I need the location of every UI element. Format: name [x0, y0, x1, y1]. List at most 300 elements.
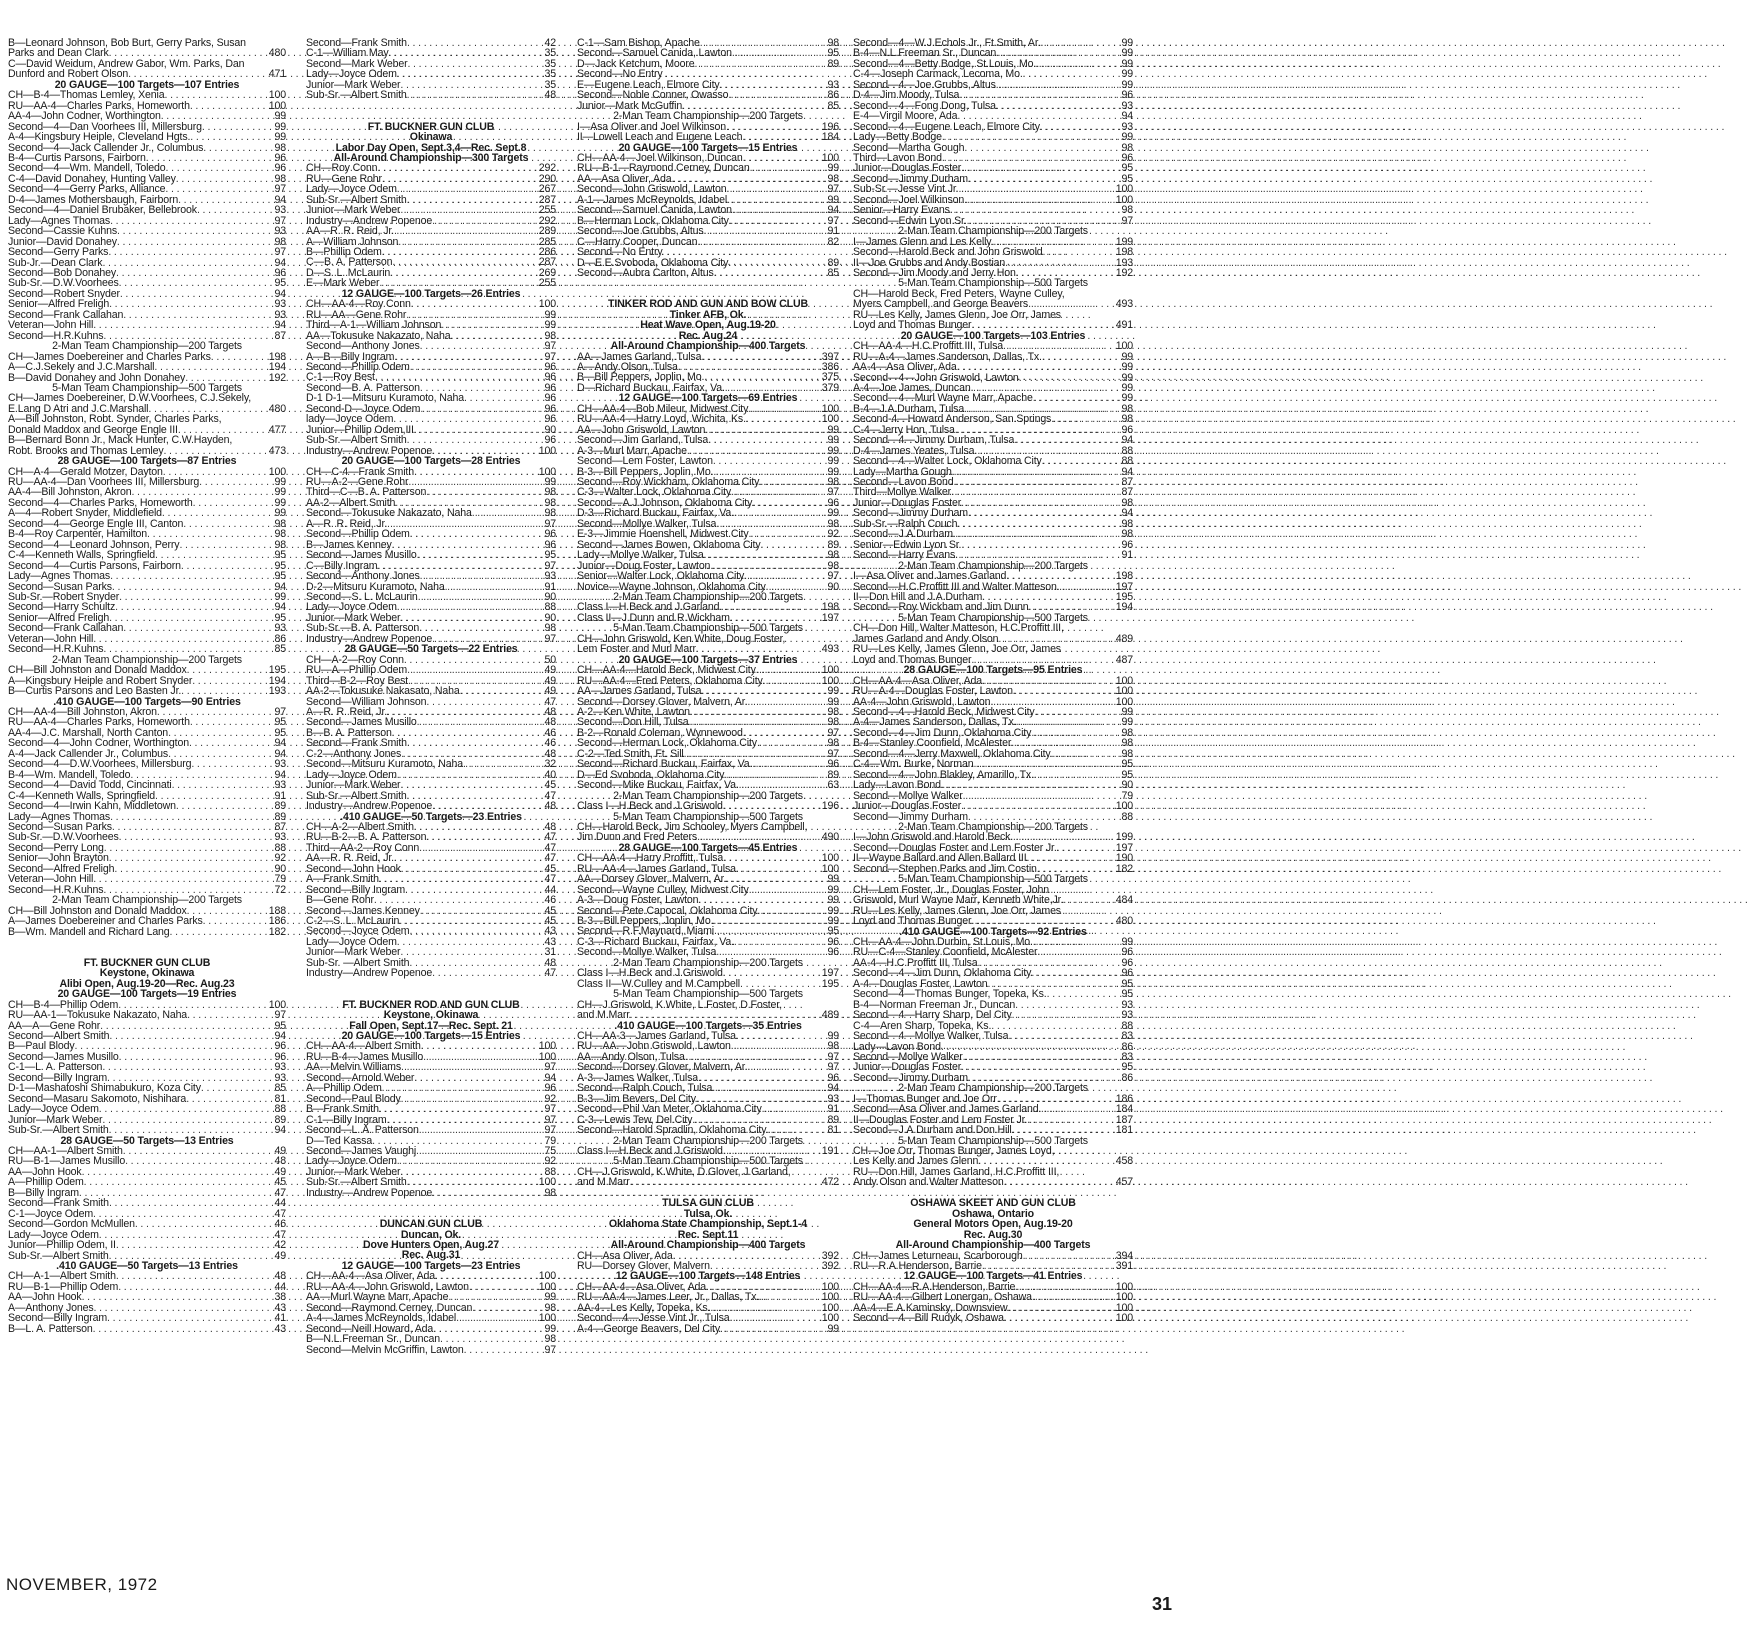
entry-name: CH—AA-4—R.A.Henderson, Barrie: [853, 1280, 1016, 1293]
result-entry: [853, 571, 1133, 581]
entry-score: 93: [1121, 1009, 1133, 1022]
entry-score: 100: [1115, 800, 1133, 813]
entry-name: E-3—Jimmie Hoenshell, Midwest City: [577, 528, 749, 541]
entry-score: 182: [1115, 862, 1133, 875]
entry-name: Sub-Sr.—Jesse Vint Jr.: [853, 183, 959, 196]
entry-name: Second—4—Curtis Parsons, Fairborn: [8, 559, 181, 572]
entry-score: 96: [544, 371, 556, 384]
entry-score: 375: [821, 371, 839, 384]
entry-name: C-1—Billy Ingram: [306, 1113, 387, 1126]
entry-score: 96: [274, 1040, 286, 1053]
entry-score: 49: [274, 1249, 286, 1262]
entry-name: Parks and Dean Clark: [8, 47, 109, 60]
entry-score: 99: [544, 308, 556, 321]
dot-leader: [170, 927, 267, 937]
section-heading: 2-Man Team Championship—200 Targets: [898, 820, 1088, 833]
entry-name: Second—4—Gerry Parks, Alliance: [8, 183, 166, 196]
entry-name: AA-4—H.C.Proffitt III, Tulsa: [853, 956, 978, 969]
entry-name: Sub-Sr.—Albert Smith: [306, 1176, 407, 1189]
result-entry: [853, 132, 1133, 142]
entry-name: D-3—Richard Buckau, Fairfax, Va.: [577, 507, 734, 520]
entry-score: 99: [1121, 131, 1133, 144]
entry-score: 82: [827, 235, 839, 248]
entry-score: 98: [274, 528, 286, 541]
dot-leader: [1043, 247, 1114, 257]
entry-name: CH—AA-4—Joel Wilkinson, Duncan: [577, 151, 743, 164]
result-entry: [8, 1010, 286, 1020]
entry-name: Second—Mark Weber: [306, 57, 408, 70]
entry-score: 100: [821, 674, 839, 687]
entry-score: 480: [1115, 915, 1133, 928]
entry-name: II—Don Hill and J.A.Durham: [853, 591, 983, 604]
entry-name: Second—Harry Schultz: [8, 601, 116, 614]
spacer: [306, 101, 556, 111]
result-entry: [577, 1324, 839, 1334]
entry-score: 98: [544, 507, 556, 520]
entry-score: 93: [1121, 998, 1133, 1011]
entry-score: 95: [274, 549, 286, 562]
entry-name: CH—Asa Oliver, Ada: [577, 1249, 673, 1262]
entry-score: [663, 247, 665, 257]
dot-leader: [110, 571, 272, 581]
entry-score: 98: [827, 559, 839, 572]
entry-score: 100: [821, 862, 839, 875]
entry-score: 94: [274, 256, 286, 269]
entry-score: 96: [827, 496, 839, 509]
entry-score: 292: [538, 214, 556, 227]
section-heading: Fall Open, Sept.17—Rec. Sept. 21: [349, 1019, 513, 1032]
entry-score: 94: [827, 1082, 839, 1095]
dot-leader: [460, 686, 543, 696]
entry-score: 458: [1115, 1155, 1133, 1168]
entry-score: 98: [1121, 141, 1133, 154]
entry-name: Jim Dunn and Fred Peters: [577, 831, 698, 844]
entry-name: Second—Ralph Couch, Tulsa: [577, 1082, 713, 1095]
entry-name: Second—4—Walter Lock, Oklahoma City: [853, 455, 1042, 468]
entry-score: 35: [544, 47, 556, 60]
entry-score: 91: [827, 1103, 839, 1116]
entry-name: RU—B-1—Phillip Odem: [8, 1280, 119, 1293]
entry-name: B—N.L.Freeman Sr., Duncan: [306, 1333, 441, 1346]
entry-score: 98: [1121, 402, 1133, 415]
entry-name: Industry—Andrew Popenoe: [306, 444, 433, 457]
entry-name: Lady—Joyce Odem: [306, 68, 397, 81]
entry-name: James Garland and Andy Olson: [853, 632, 999, 645]
entry-score: 397: [821, 350, 839, 363]
section-heading: 12 GAUGE—100 Targets—41 Entries: [903, 1270, 1083, 1283]
entry-name: Second—Paul Blody: [306, 1092, 401, 1105]
entry-name: Second—B. A. Patterson: [306, 381, 420, 394]
entry-score: 94: [544, 1071, 556, 1084]
result-entry: [577, 686, 839, 696]
dot-leader: [1012, 1125, 1114, 1135]
entry-name: Second—Phil Van Meter, Oklahoma City: [577, 1103, 762, 1116]
result-entry: [306, 1188, 556, 1198]
entry-name: CH—AA-4—Asa Oliver, Ada: [853, 674, 983, 687]
entry-score: 97: [274, 183, 286, 196]
dot-leader: [1063, 895, 1114, 905]
entry-name: Second—L. A. Patterson: [306, 1124, 419, 1137]
entry-name: CH—AA-4—Roy Conn: [306, 298, 411, 311]
entry-name: D—Ted Kassa: [306, 1134, 373, 1147]
entry-score: 99: [274, 476, 286, 489]
entry-name: Second—James Musillo: [306, 549, 417, 562]
entry-score: 97: [544, 1061, 556, 1074]
entry-name: A—Phillip Odem: [306, 1082, 382, 1095]
entry-score: 99: [1121, 706, 1133, 718]
entry-name: CH—AA-4—John Durbin, St.Louis, Mo.: [853, 935, 1033, 948]
section-heading: Tulsa, Ok.: [683, 1207, 733, 1220]
entry-score: 48: [544, 747, 556, 760]
entry-score: 255: [538, 204, 556, 217]
entry-name: Second—James Vaughj: [306, 1144, 417, 1157]
section-heading: 2-Man Team Championship—200 Targets: [613, 956, 803, 969]
entry-score: 95: [274, 716, 286, 729]
entry-name: A-4—George Beavers, Del City: [577, 1322, 720, 1335]
entry-name: AA—John Griswold, Lawton: [577, 423, 706, 436]
entry-score: 473: [268, 444, 286, 457]
entry-name: Second—Asa Oliver and James Garland: [853, 1103, 1039, 1116]
entry-score: 100: [538, 465, 556, 478]
entry-name: II—Lowell Leach and Eugene Leach: [577, 131, 743, 144]
entry-name: Second—4—Jack Callender Jr., Columbus: [8, 141, 204, 154]
entry-score: 99: [1121, 935, 1133, 948]
section-heading: Alibi Open, Aug.19-20—Rec. Aug.23: [59, 977, 235, 990]
section-heading: 5-Man Team Championship—500 Targets: [613, 988, 803, 1001]
entry-score: 99: [827, 695, 839, 708]
entry-score: 198: [821, 601, 839, 614]
entry-score: 98: [544, 486, 556, 499]
entry-score: 99: [274, 507, 286, 520]
entry-score: 100: [1115, 340, 1133, 353]
entry-score: 88: [274, 1103, 286, 1116]
entry-name: Second—Harry Evans: [853, 549, 956, 562]
entry-score: 100: [1115, 685, 1133, 698]
entry-score: 85: [827, 266, 839, 279]
entry-name: Junior—Phillip Odem, II: [8, 1239, 116, 1252]
entry-name: Second—Phillip Odem: [306, 528, 410, 541]
entry-name: Junior—Mark Weber: [8, 1113, 103, 1126]
entry-name: Junior—Mark McGuffin: [577, 99, 683, 112]
entry-name: Junior—Douglas Foster: [853, 800, 962, 813]
entry-name: Second—4—Jerry Maxwell, Oklahoma City: [853, 747, 1051, 760]
result-entry: [853, 247, 1133, 257]
entry-name: A—Kingsbury Heiple and Robert Snyder: [8, 674, 193, 687]
entry-name: A—4—Robert Snyder, Middlefield: [8, 507, 162, 520]
entry-name: Second—Roy Wickham, Oklahoma City: [577, 476, 760, 488]
entry-score: 99: [274, 486, 286, 499]
entry-score: 85: [827, 99, 839, 112]
entry-score: 95: [827, 47, 839, 60]
entry-score: 93: [274, 1071, 286, 1084]
entry-score: 46: [544, 894, 556, 907]
entry-score: 91: [274, 789, 286, 802]
entry-score: 97: [827, 486, 839, 499]
result-entry: [577, 268, 839, 278]
entry-score: 192: [268, 371, 286, 384]
entry-name: RU—B-1—James Musillo: [8, 1155, 126, 1168]
result-entry: [8, 1324, 286, 1334]
entry-score: 99: [1121, 361, 1133, 374]
entry-name: Second—4—Murl Wayne Marr, Apache: [853, 392, 1033, 405]
section-heading: 5-Man Team Championship—500 Targets: [898, 873, 1088, 886]
entry-score: 100: [538, 1040, 556, 1053]
entry-score: 392: [821, 1249, 839, 1262]
entry-score: 99: [827, 883, 839, 896]
entry-score: 48: [274, 1155, 286, 1168]
entry-name: Lem Foster and Murl Marr: [577, 643, 696, 656]
entry-name: B—Wm. Mandell and Richard Lang: [8, 925, 170, 938]
result-entry: [853, 1125, 1133, 1135]
entry-name: D-1—Mashatoshi Shimabukuro, Koza City: [8, 1082, 201, 1095]
entry-score: 88: [1121, 455, 1133, 468]
entry-name: Second—Phillip Odem: [306, 361, 410, 374]
entry-name: Veteran—John Hill: [8, 319, 94, 332]
entry-name: AA—John Hook: [8, 1291, 82, 1304]
entry-score: 32: [544, 758, 556, 771]
entry-name: A—Phillip Odem: [8, 1176, 84, 1189]
entry-score: 197: [821, 611, 839, 624]
entry-name: D-4—James Mothersbaugh, Fairborn: [8, 193, 179, 206]
entry-name: E—Eugene Leach, Elmore City: [577, 78, 720, 91]
dot-leader: [695, 59, 826, 69]
entry-score: 195: [268, 664, 286, 677]
entry-name: CH—A-2—Roy Conn: [306, 653, 404, 666]
dot-leader: [1004, 1313, 1114, 1323]
entry-score: 290: [538, 172, 556, 185]
section-heading: 2-Man Team Championship—200 Targets: [52, 653, 242, 666]
section-heading: 2-Man Team Championship—200 Targets: [898, 559, 1088, 572]
entry-name: Lady—Martha Gough: [853, 465, 952, 478]
entry-name: Second—Gerry Parks: [8, 246, 109, 259]
entry-score: 100: [538, 444, 556, 457]
section-heading: 20 GAUGE—100 Targets—19 Entries: [57, 988, 237, 1001]
entry-name: B—B. A. Patterson: [306, 726, 392, 739]
entry-name: Second—Anthony Jones: [306, 340, 420, 353]
entry-score: 472: [821, 1176, 839, 1189]
entry-score: 196: [821, 120, 839, 133]
result-entry: [853, 1313, 1133, 1323]
section-heading: DUNCAN GUN CLUB: [379, 1218, 483, 1231]
section-heading: 2-Man Team Championship—200 Targets: [52, 340, 242, 353]
section-heading: 12 GAUGE—100 Targets—23 Entries: [341, 1259, 521, 1272]
entry-score: 285: [538, 235, 556, 248]
entry-name: B—Paul Blody: [8, 1040, 75, 1053]
entry-score: 182: [268, 925, 286, 938]
entry-name: CH—B-4—Phillip Odem: [8, 998, 119, 1011]
entry-score: 267: [538, 183, 556, 196]
section-heading: 28 GAUGE—50 Targets—22 Entries: [344, 643, 518, 656]
entry-name: B—James Kenney: [306, 538, 392, 551]
entry-name: A-4—James Sanderson, Dallas, Tx.: [853, 716, 1017, 729]
entry-name: D—Ed Svoboda, Oklahoma City: [577, 768, 725, 781]
entry-name: Second—R.F.Maynard, Miami: [577, 925, 714, 938]
entry-name: Sub-Sr.—Albert Smith: [306, 434, 407, 447]
entry-name: CH—AA-4—Bill Johnston, Akron: [8, 706, 157, 718]
entry-name: Second—Neill Howard, Ada: [306, 1322, 434, 1335]
entry-name: Second—Arnold Weber: [306, 1071, 415, 1084]
section-heading: Dove Hunters Open, Aug.27: [363, 1239, 499, 1252]
entry-score: 86: [274, 632, 286, 645]
entry-name: RU—AA-4—James Garland, Tulsa: [577, 862, 736, 875]
entry-score: 90: [544, 590, 556, 603]
entry-score: 93: [274, 622, 286, 635]
entry-name: Second—Mitsuru Kuramoto, Naha: [306, 758, 463, 771]
entry-name: C-4—Kenneth Walls, Springfield: [8, 549, 156, 562]
entry-score: 98: [274, 517, 286, 530]
entry-name: AA-4—J.C. Marshall, North Canton: [8, 726, 169, 739]
entry-score: 47: [544, 852, 556, 865]
entry-name: A-3—Doug Foster, Lawton: [577, 894, 699, 907]
entry-score: 97: [544, 559, 556, 572]
entry-score: 95: [274, 559, 286, 572]
entry-score: 96: [274, 151, 286, 164]
entry-score: 49: [544, 664, 556, 677]
entry-name: A-1—James McReynolds, Idabel: [577, 193, 728, 206]
entry-name: Second—Jimmy Durham: [853, 810, 968, 823]
section-heading: 20 GAUGE—100 Targets—107 Entries: [54, 78, 240, 91]
entry-name: E-4—Virgil Moore, Ada: [853, 110, 958, 123]
entry-score: 88: [544, 1165, 556, 1178]
entry-score: 96: [827, 1071, 839, 1084]
dot-leader: [464, 1345, 543, 1355]
result-entry: [306, 571, 556, 581]
entry-name: AA—Dorsey Glover, Malvern, Ar.: [577, 873, 727, 886]
section-heading: 2-Man Team Championship—200 Targets: [898, 1082, 1088, 1095]
entry-score: 90: [1121, 779, 1133, 792]
entry-name: Les Kelly and James Glenn: [853, 1155, 979, 1168]
entry-score: 88: [544, 601, 556, 614]
entry-score: 96: [544, 381, 556, 394]
entry-score: 48: [274, 1270, 286, 1283]
section-heading: .410 GAUGE—100 Targets—92 Entries: [899, 925, 1087, 938]
entry-score: 100: [1115, 1280, 1133, 1293]
section-heading: 2-Man Team Championship—200 Targets: [52, 894, 242, 907]
entry-name: CH—AA-4—Asa Oliver, Ada: [306, 1270, 436, 1283]
entry-name: Lady—Mollye Walker, Tulsa: [577, 549, 704, 562]
entry-score: 98: [544, 622, 556, 635]
entry-name: Sub-Sr.—Ralph Couch: [853, 517, 958, 530]
entry-name: CH—Harold Beck, Jim Schooley, Myers Campbell,: [577, 820, 808, 833]
dot-leader: [961, 801, 1114, 811]
entry-score: 98: [827, 517, 839, 530]
entry-name: C-2—Anthony Jones: [306, 747, 402, 760]
dot-leader: [176, 801, 273, 811]
entry-score: 98: [544, 329, 556, 342]
entry-score: 92: [827, 528, 839, 541]
entry-score: 45: [544, 779, 556, 792]
entry-score: 87: [274, 329, 286, 342]
entry-name: CH—James Doebereiner, D.W.Voorhees, C.J.Sekely,: [8, 392, 251, 405]
section-heading: Heat Wave Open, Aug.19-20: [640, 319, 776, 332]
entry-name: A—R. R. Reid, Jr.: [306, 705, 388, 718]
entry-name: CH—James Leturneau, Scarborough: [853, 1249, 1023, 1262]
section-heading: All-Around Championship—400 Targets: [610, 1239, 806, 1252]
entry-score: 94: [274, 1030, 286, 1043]
entry-score: 287: [538, 193, 556, 206]
entry-name: B—Billy Ingram: [8, 1186, 79, 1199]
entry-name: Second—Wayne Culley, Midwest City: [577, 883, 749, 896]
entry-score: 99: [827, 1322, 839, 1335]
entry-score: 96: [827, 758, 839, 771]
entry-score: 97: [827, 570, 839, 583]
entry-score: 100: [1115, 1301, 1133, 1314]
entry-score: 98: [827, 172, 839, 185]
dot-leader: [419, 1125, 543, 1135]
entry-name: Second—Richard Buckau, Fairfax, Va.: [577, 758, 753, 771]
entry-name: RU—B-1—Raymond Cerney, Duncan: [577, 162, 750, 175]
entry-name: A-4—Kingsbury Heiple, Cleveland Hgts.: [8, 131, 191, 144]
entry-name: Loyd and Thomas Bunger: [853, 653, 972, 666]
entry-name: Second—Mike Buckau, Fairfax, Va.: [577, 779, 739, 792]
entry-name: Junior—Mark Weber: [306, 78, 401, 91]
entry-name: B-4—Stanley Coonfield, McAlester: [853, 737, 1012, 750]
entry-name: AA-4—Bill Johnston, Akron: [8, 486, 132, 499]
entry-name: Junior—Mark Weber: [306, 1165, 401, 1178]
entry-name: Second—Joel Wilkinson: [853, 193, 965, 206]
entry-score: 98: [274, 538, 286, 551]
entry-score: 90: [827, 580, 839, 593]
result-entry: [8, 1125, 286, 1135]
entry-name: A—James Doebereiner and Charles Parks: [8, 915, 203, 928]
entry-score: 96: [274, 1050, 286, 1063]
entry-score: 38: [274, 1291, 286, 1304]
entry-name: RU—AA-4—Gilbert Lonergan, Oshawa: [853, 1291, 1032, 1304]
section-heading: 5-Man Team Championship—500 Targets: [898, 277, 1088, 290]
entry-name: Second—H.R.Kuhns: [8, 643, 104, 656]
entry-score: 489: [1115, 632, 1133, 645]
dot-leader: [766, 1125, 825, 1135]
entry-score: 96: [274, 162, 286, 175]
spacer: [306, 1198, 556, 1208]
entry-name: A—C.J.Sekely and J.C.Marshall: [8, 361, 155, 374]
result-entry: [8, 801, 286, 811]
entry-name: AA-4—Asa Oliver, Ada: [853, 361, 957, 374]
entry-name: Second—Susan Parks: [8, 820, 112, 833]
section-heading: 5-Man Team Championship—500 Targets: [613, 810, 803, 823]
result-entry: [306, 90, 556, 100]
entry-score: 480: [268, 402, 286, 415]
entry-name: CH—Roy Conn: [306, 162, 378, 175]
entry-score: 35: [544, 78, 556, 91]
entry-score: 97: [827, 1061, 839, 1074]
dot-leader: [108, 247, 272, 257]
entry-name: RU—R.A.Henderson, Barrie: [853, 1260, 982, 1272]
entry-name: Lady—Agnes Thomas: [8, 570, 111, 583]
section-heading: 12 GAUGE—100 Targets—69 Entries: [618, 392, 798, 405]
entry-name: RU—B-2—B. A. Patterson: [306, 831, 427, 844]
entry-score: 90: [274, 862, 286, 875]
entry-score: 100: [821, 664, 839, 677]
section-heading: Rec. Aug.31: [401, 1249, 461, 1262]
entry-name: Class I—H.Beck and J.Griswold: [577, 967, 723, 980]
entry-name: Second—James Musillo: [306, 716, 417, 729]
entry-name: AA-4—John Codner, Worthington: [8, 110, 161, 123]
result-entry: [8, 1240, 286, 1250]
result-entry: [8, 927, 286, 937]
entry-score: 47: [274, 1207, 286, 1220]
entry-name: RU—AA-4—Charles Parks, Homeworth: [8, 99, 190, 112]
entry-score: 93: [544, 570, 556, 583]
section-heading: 2-Man Team Championship—200 Targets: [613, 1134, 803, 1147]
entry-name: Second—4—Jim Dunn, Oklahoma City: [853, 967, 1032, 980]
entry-score: 391: [1115, 1260, 1133, 1272]
entry-name: C—Harry Cooper, Duncan: [577, 235, 698, 248]
entry-score: 45: [274, 1176, 286, 1189]
section-heading: 5-Man Team Championship—500 Targets: [613, 1155, 803, 1168]
entry-score: 85: [274, 643, 286, 656]
entry-name: Second—4—Fong Dong, Tulsa: [853, 99, 996, 112]
